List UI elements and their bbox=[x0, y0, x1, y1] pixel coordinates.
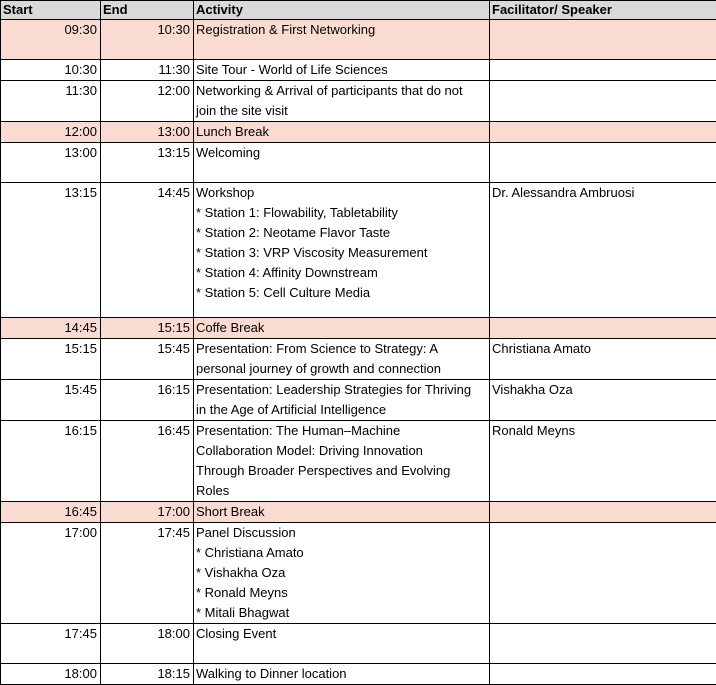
cell-activity[interactable] bbox=[194, 122, 490, 143]
activity-line: Networking & Arrival of participants that do not bbox=[196, 81, 487, 101]
cell-activity[interactable] bbox=[194, 339, 490, 380]
activity-line: Presentation: From Science to Strategy: A bbox=[196, 339, 487, 359]
header-row bbox=[1, 1, 716, 20]
activity-line: in the Age of Artificial Intelligence bbox=[196, 400, 487, 420]
cell-activity[interactable] bbox=[194, 318, 490, 339]
table-row bbox=[1, 380, 716, 421]
cell-end[interactable]: 14:45 bbox=[101, 183, 194, 318]
activity-line: * Station 5: Cell Culture Media bbox=[196, 283, 487, 303]
cell-start[interactable]: 16:15 bbox=[1, 421, 101, 502]
cell-facilitator[interactable]: Christiana Amato bbox=[490, 339, 716, 380]
cell-end[interactable]: 12:00 bbox=[101, 81, 194, 122]
activity-line: Through Broader Perspectives and Evolving bbox=[196, 461, 487, 481]
cell-start[interactable]: 11:30 bbox=[1, 81, 101, 122]
table-row bbox=[1, 81, 716, 122]
cell-end[interactable]: 17:45 bbox=[101, 523, 194, 624]
activity-line: Lunch Break bbox=[196, 122, 487, 142]
header-start[interactable]: Start bbox=[1, 1, 101, 20]
activity-line: * Station 4: Affinity Downstream bbox=[196, 263, 487, 283]
cell-end[interactable]: 16:45 bbox=[101, 421, 194, 502]
cell-activity[interactable] bbox=[194, 183, 490, 318]
cell-facilitator[interactable] bbox=[490, 502, 716, 523]
activity-line: personal journey of growth and connection bbox=[196, 359, 487, 379]
activity-line: Collaboration Model: Driving Innovation bbox=[196, 441, 487, 461]
cell-facilitator[interactable] bbox=[490, 318, 716, 339]
cell-activity[interactable] bbox=[194, 523, 490, 624]
activity-line: Panel Discussion bbox=[196, 523, 487, 543]
activity-line: Coffe Break bbox=[196, 318, 487, 338]
cell-end[interactable]: 15:15 bbox=[101, 318, 194, 339]
activity-line: * Station 3: VRP Viscosity Measurement bbox=[196, 243, 487, 263]
cell-start[interactable]: 17:45 bbox=[1, 624, 101, 664]
header-facilitator[interactable]: Facilitator/ Speaker bbox=[490, 1, 716, 20]
cell-facilitator[interactable] bbox=[490, 523, 716, 624]
table-row bbox=[1, 183, 716, 318]
cell-start[interactable]: 09:30 bbox=[1, 20, 101, 60]
cell-start[interactable]: 16:45 bbox=[1, 502, 101, 523]
cell-facilitator[interactable] bbox=[490, 143, 716, 183]
activity-line: Registration & First Networking bbox=[196, 20, 487, 40]
activity-line: Presentation: The Human–Machine bbox=[196, 421, 487, 441]
cell-end[interactable]: 18:15 bbox=[101, 664, 194, 685]
cell-start[interactable]: 12:00 bbox=[1, 122, 101, 143]
cell-activity[interactable] bbox=[194, 624, 490, 664]
cell-start[interactable]: 17:00 bbox=[1, 523, 101, 624]
table-row bbox=[1, 339, 716, 380]
table-row bbox=[1, 122, 716, 143]
cell-start[interactable]: 13:00 bbox=[1, 143, 101, 183]
activity-line: join the site visit bbox=[196, 101, 487, 121]
cell-start[interactable]: 15:45 bbox=[1, 380, 101, 421]
table-row bbox=[1, 318, 716, 339]
activity-line: Walking to Dinner location bbox=[196, 664, 487, 684]
cell-start[interactable]: 15:15 bbox=[1, 339, 101, 380]
cell-facilitator[interactable]: Vishakha Oza bbox=[490, 380, 716, 421]
activity-line: Site Tour - World of Life Sciences bbox=[196, 60, 487, 80]
cell-end[interactable]: 17:00 bbox=[101, 502, 194, 523]
cell-start[interactable]: 14:45 bbox=[1, 318, 101, 339]
activity-line: * Station 1: Flowability, Tabletability bbox=[196, 203, 487, 223]
cell-end[interactable]: 16:15 bbox=[101, 380, 194, 421]
table-row bbox=[1, 143, 716, 183]
cell-end[interactable]: 13:15 bbox=[101, 143, 194, 183]
activity-line: Short Break bbox=[196, 502, 487, 522]
cell-end[interactable]: 13:00 bbox=[101, 122, 194, 143]
activity-line: * Station 2: Neotame Flavor Taste bbox=[196, 223, 487, 243]
table-row bbox=[1, 664, 716, 685]
activity-line: Closing Event bbox=[196, 624, 487, 644]
activity-line: Workshop bbox=[196, 183, 487, 203]
cell-facilitator[interactable] bbox=[490, 664, 716, 685]
activity-line: * Christiana Amato bbox=[196, 543, 487, 563]
table-row bbox=[1, 523, 716, 624]
activity-line: Welcoming bbox=[196, 143, 487, 163]
cell-activity[interactable] bbox=[194, 20, 490, 60]
cell-facilitator[interactable] bbox=[490, 81, 716, 122]
header-activity[interactable]: Activity bbox=[194, 1, 490, 20]
cell-facilitator[interactable] bbox=[490, 20, 716, 60]
cell-end[interactable]: 10:30 bbox=[101, 20, 194, 60]
cell-facilitator[interactable] bbox=[490, 60, 716, 81]
cell-activity[interactable] bbox=[194, 81, 490, 122]
cell-activity[interactable] bbox=[194, 380, 490, 421]
activity-line: * Ronald Meyns bbox=[196, 583, 487, 603]
cell-end[interactable]: 18:00 bbox=[101, 624, 194, 664]
cell-activity[interactable] bbox=[194, 421, 490, 502]
activity-line: * Mitali Bhagwat bbox=[196, 603, 487, 623]
cell-activity[interactable] bbox=[194, 664, 490, 685]
cell-start[interactable]: 13:15 bbox=[1, 183, 101, 318]
table-row bbox=[1, 502, 716, 523]
activity-line: * Vishakha Oza bbox=[196, 563, 487, 583]
header-end[interactable]: End bbox=[101, 1, 194, 20]
cell-end[interactable]: 15:45 bbox=[101, 339, 194, 380]
cell-facilitator[interactable] bbox=[490, 624, 716, 664]
cell-activity[interactable] bbox=[194, 502, 490, 523]
agenda-body bbox=[1, 20, 716, 685]
cell-activity[interactable] bbox=[194, 143, 490, 183]
activity-line: Roles bbox=[196, 481, 487, 501]
table-row bbox=[1, 60, 716, 81]
cell-facilitator[interactable]: Ronald Meyns bbox=[490, 421, 716, 502]
cell-end[interactable]: 11:30 bbox=[101, 60, 194, 81]
table-row bbox=[1, 624, 716, 664]
cell-start[interactable]: 10:30 bbox=[1, 60, 101, 81]
table-row bbox=[1, 421, 716, 502]
cell-facilitator[interactable] bbox=[490, 122, 716, 143]
cell-activity[interactable] bbox=[194, 60, 490, 81]
activity-line: Presentation: Leadership Strategies for Thriving bbox=[196, 380, 487, 400]
table-row bbox=[1, 20, 716, 60]
cell-facilitator[interactable]: Dr. Alessandra Ambruosi bbox=[490, 183, 716, 318]
cell-start[interactable]: 18:00 bbox=[1, 664, 101, 685]
